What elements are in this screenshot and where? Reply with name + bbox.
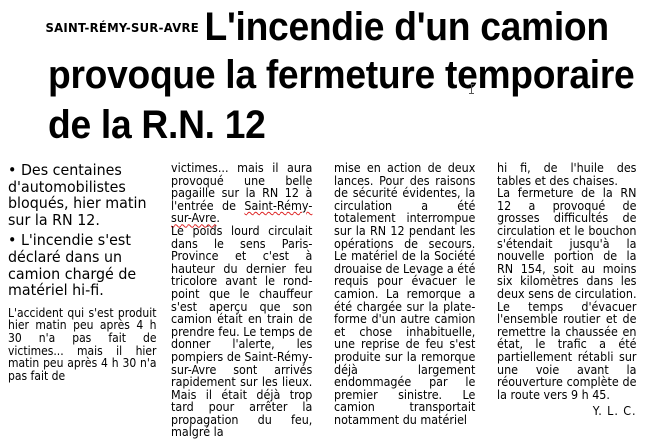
paragraph: hi fi, de l'huile des tables et des chaises. [497,161,637,188]
article-column-2 [171,162,312,439]
headline-line-1 [12,6,609,49]
summary-bullet-2: • L'incendie s'est déclaré dans un camion chargé de matériel hi-fi. [8,231,137,300]
paragraph: mise en action de deux lances. Pour des raisons de sécurité évidentes, la circulation a été totalement interrompue sur la RN 12 pendant les opérations de secours. Le matériel de la Société drouaise de Levage a été requis pour évacuer le camion. La remorque a été chargée sur la plate-forme d'un autre camion et chose inhabituelle, une reprise de feu s'est produite sur la remorque déjà largement endommagée par le premier sinistre. Le camion transportait notamment du matériel [334,161,476,427]
paragraph-text: . [216,211,220,226]
article-column-4 [497,162,637,418]
headline-line-3: de la R.N. 12 [48,103,266,147]
summary-column [8,162,156,382]
article-column-3 [334,162,475,426]
author-signature: Y. L. C. [592,404,637,419]
text-cursor-icon [471,84,473,94]
headline-text-1: L'incendie d'un camion [204,5,609,49]
paragraph [171,162,312,225]
paragraph: Le poids lourd circulait dans le sens Paris-Province et c'est à hauteur du dernier feu tricolore avant le rond-point que le chauffeur s'est aperçu que son camion était en train de prendre feu. Le temps de donner l'alerte, les pompiers de Saint-Rémy-sur-Avre sont arrivés rapidement sur les lieux. Mais il était déjà trop tard pour arrêter la propagation du feu, malgré la [171,223,313,439]
summary-bullet-1: • Des centaines d'automobilistes bloqués, hier matin sur la RN 12. [8,161,147,229]
lead-paragraph: L'accident qui s'est produit hier matin peu après 4 h 30 n'a pas fait de victimes... mais il hier matin peu après 4 h 30 n'a pas fait de [8,305,157,383]
headline-line-2: provoque la fermeture temporaire [48,53,635,97]
place-name-link: Saint-Rémy-sur-Avre [171,198,313,226]
paragraph-text: victimes... mais il aura provoqué une belle pagaille sur la RN 12 à l'entrée de [171,161,313,213]
paragraph: La fermeture de la RN 12 a provoqué de grosses difficultés de circulation et le bouchon s'étendait jusqu'à la nouvelle portion de la RN 154, soit au moins six kilomètres dans les deux sens de circulation. Le temps d'évacuer l'ensemble routier et de remettre la chaussée en état, le trafic a été partiellement rétabli sur une voie avant la réouverture complète de la route vers 9 h 45. [497,186,637,402]
dateline-place: SAINT-RÉMY-SUR-AVRE [45,20,199,35]
